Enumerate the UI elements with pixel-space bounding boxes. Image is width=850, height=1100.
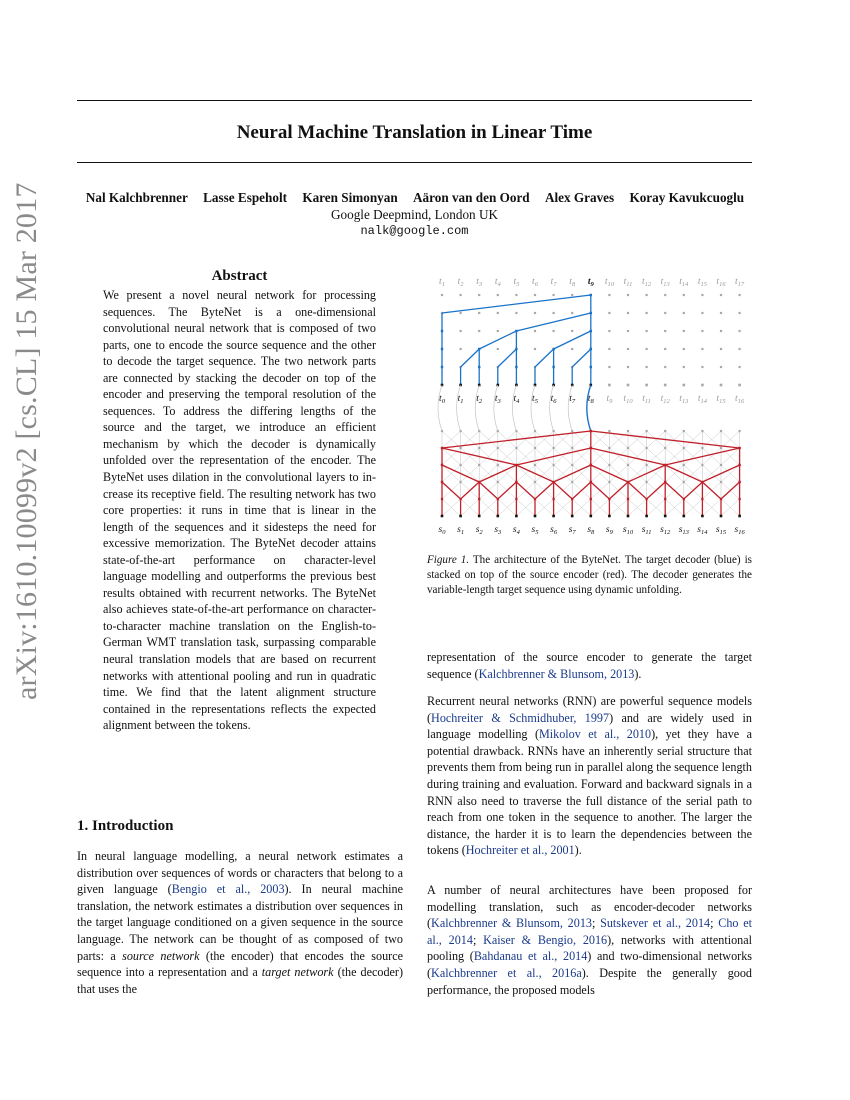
- author-email: nalk@google.com: [360, 224, 469, 238]
- introduction-heading: 1. Introduction: [77, 818, 174, 834]
- text-run: representation of the source encoder to generate the target sequence (: [427, 650, 752, 681]
- svg-text:t16: $t_{16}$: [716, 277, 726, 288]
- svg-text:t11: $t_{11}$: [642, 394, 651, 405]
- text-run: ).: [634, 666, 642, 681]
- svg-text:t7: $t_7$: [550, 277, 557, 288]
- top-rule: [77, 100, 752, 101]
- svg-text:t2: $t_2$: [457, 277, 464, 288]
- svg-text:t9: $t_9$: [587, 277, 594, 288]
- citation-link[interactable]: Kaiser & Bengio, 2016: [483, 932, 608, 947]
- svg-text:s4: $s_4$: [512, 525, 520, 536]
- arxiv-sidebar-stamp: arXiv:1610.10099v2 [cs.CL] 15 Mar 2017: [10, 182, 43, 700]
- svg-text:s16: $s_{16}$: [734, 525, 745, 536]
- svg-text:s8: $s_8$: [587, 525, 595, 536]
- text-run: ;: [472, 932, 484, 947]
- citation-link[interactable]: Bahdanau et al., 2014: [473, 949, 588, 964]
- svg-text:t10: $t_{10}$: [623, 394, 633, 405]
- affiliation: Google Deepmind, London UK: [330, 207, 498, 222]
- author: Karen Simonyan: [302, 190, 398, 205]
- column2-paragraph-3: [427, 882, 752, 998]
- author: Lasse Espeholt: [203, 190, 288, 205]
- svg-text:s1: $s_1$: [457, 525, 465, 536]
- svg-text:t6: $t_6$: [550, 394, 557, 405]
- figure-caption: [427, 553, 752, 598]
- svg-text:t14: $t_{14}$: [679, 277, 689, 288]
- svg-text:s13: $s_{13}$: [678, 525, 689, 536]
- caption-text: The architecture of the ByteNet. The target decoder (blue) is stacked on top of the source encoder (red). The decoder generates the variable-length target sequence using dynamic unfolding.: [427, 554, 752, 596]
- abstract-heading: Abstract: [211, 268, 268, 284]
- svg-text:t15: $t_{15}$: [697, 277, 707, 288]
- citation-link[interactable]: Bengio et al., 2003: [171, 882, 285, 897]
- svg-text:t8: $t_8$: [587, 394, 594, 405]
- emphasis: target network: [261, 965, 334, 980]
- author: Alex Graves: [544, 190, 615, 205]
- svg-text:t9: $t_9$: [606, 394, 613, 405]
- text-run: (the decoder) that uses the: [77, 965, 403, 996]
- svg-text:t13: $t_{13}$: [660, 277, 670, 288]
- svg-text:t17: $t_{17}$: [735, 277, 745, 288]
- text-run: ) and two-dimensional networks (: [427, 949, 752, 980]
- svg-text:t3: $t_3$: [494, 394, 501, 405]
- citation-link[interactable]: Sutskever et al., 2014: [600, 916, 711, 931]
- text-run: ).: [574, 843, 582, 858]
- svg-text:s15: $s_{15}$: [715, 525, 727, 536]
- column2-paragraph-2: [427, 693, 752, 859]
- abstract-text: We present a novel neural network for processing sequences. The ByteNet is a one-dimensional convolutional neural network that is composed of two parts, one to encode the source sequence and the other to decode the target sequence. The two network parts are connected by stacking the decoder on top of the encoder and preserving the temporal resolution of the sequences. To address the differing lengths of the source and the target, we introduce an efficient mechanism by which the decoder is dynamically unfolded over the representation of the encoder. The ByteNet uses dilation in the convolutional layers to increase its receptive field. The resulting network has two core properties: it runs in time that is linear in the length of the sequences and it sidesteps the need for excessive memorization. The ByteNet decoder attains state-of-the-art performance on character-level language modelling and outperforms the previous best results obtained with recurrent networks. The ByteNet also achieves state-of-the-art performance on character-to-character machine translation on the English-to-German WMT translation task, surpassing comparable neural translation models that are based on recurrent networks with attentional pooling and run in quadratic time. We find that the latent alignment structure contained in the representations reflects the expected alignment between the tokens.: [103, 288, 376, 733]
- svg-text:t11: $t_{11}$: [623, 277, 633, 288]
- svg-text:t2: $t_2$: [476, 394, 483, 405]
- text-run: ;: [591, 916, 601, 931]
- svg-text:s9: $s_9$: [605, 525, 613, 536]
- text-run: (the encoder) that encodes the source sequence into a representation and a: [77, 948, 403, 980]
- citation-link[interactable]: Cho et al., 2014: [427, 916, 752, 947]
- bytenet-architecture-figure: [425, 270, 755, 540]
- citation-link[interactable]: Hochreiter & Schmidhuber, 1997: [431, 710, 610, 725]
- citation-link[interactable]: Kalchbrenner & Blunsom, 2013: [431, 916, 592, 931]
- svg-text:s7: $s_7$: [568, 525, 576, 536]
- svg-text:t7: $t_7$: [569, 394, 576, 405]
- svg-text:s6: $s_6$: [550, 525, 558, 536]
- svg-text:t8: $t_8$: [569, 277, 576, 288]
- author: Koray Kavukcuoglu: [629, 190, 745, 205]
- text-run: ) and are widely used in language modelling (: [427, 710, 753, 742]
- author: Nal Kalchbrenner: [85, 190, 188, 205]
- text-run: ). Despite the generally good performance, the proposed models: [427, 965, 752, 997]
- svg-text:s11: $s_{11}$: [641, 525, 652, 536]
- text-run: A number of neural architectures have been proposed for modelling translation, such as encoder-decoder networks (: [427, 883, 752, 931]
- text-run: Recurrent neural networks (RNN) are powerful sequence models (: [427, 694, 752, 725]
- svg-text:s5: $s_5$: [531, 525, 539, 536]
- svg-text:s10: $s_{10}$: [622, 525, 634, 536]
- paper-title: Neural Machine Translation in Linear Time: [236, 122, 593, 143]
- svg-text:t0: $t_0$: [439, 394, 445, 405]
- citation-link[interactable]: Hochreiter et al., 2001: [465, 843, 575, 858]
- text-run: ), networks with attentional pooling (: [427, 932, 752, 964]
- caption-label: Figure 1.: [427, 554, 470, 566]
- svg-text:t14: $t_{14}$: [697, 394, 707, 405]
- citation-link[interactable]: Mikolov et al., 2010: [539, 727, 652, 742]
- author: Aäron van den Oord: [413, 190, 530, 205]
- svg-text:t16: $t_{16}$: [735, 394, 745, 405]
- introduction-paragraph: [77, 848, 403, 997]
- citation-link[interactable]: Kalchbrenner & Blunsom, 2013: [478, 666, 635, 681]
- svg-text:s12: $s_{12}$: [660, 525, 671, 536]
- svg-text:t4: $t_4$: [494, 277, 501, 288]
- architecture-diagram: [425, 270, 755, 540]
- svg-text:t1: $t_1$: [457, 394, 464, 405]
- svg-text:t13: $t_{13}$: [679, 394, 689, 405]
- svg-text:t1: $t_1$: [439, 277, 445, 288]
- svg-text:s3: $s_3$: [494, 525, 502, 536]
- text-run: In neural language modelling, a neural network estimates a distribution over sequences of words or characters that belong to a given language (: [77, 849, 403, 897]
- svg-text:t5: $t_5$: [513, 277, 520, 288]
- svg-text:s0: $s_0$: [438, 525, 446, 536]
- svg-text:t5: $t_5$: [532, 394, 538, 405]
- svg-text:t4: $t_4$: [513, 394, 520, 405]
- title-bottom-rule: [77, 162, 752, 163]
- author-list: [60, 190, 770, 206]
- svg-text:s2: $s_2$: [475, 525, 483, 536]
- svg-text:t12: $t_{12}$: [642, 277, 652, 288]
- svg-text:t10: $t_{10}$: [604, 277, 614, 288]
- svg-text:s14: $s_{14}$: [697, 525, 708, 536]
- text-run: ), yet they have a potential drawback. RNNs have an inherently serial structure that prevents them from being run in parallel along the sequence length during training and evaluation. Forward and backward signals in a RNN also need to traverse the full distance of the serial path to reach from one token in the sequence to another. The larger the distance, the harder it is to learn the dependencies between the tokens (: [427, 727, 752, 858]
- svg-text:t12: $t_{12}$: [660, 394, 670, 405]
- emphasis: source network: [122, 948, 200, 963]
- svg-text:t6: $t_6$: [532, 277, 538, 288]
- text-run: ). In neural machine translation, the network estimates a distribution over sequences in the target language conditioned on a given sequence in the source language. The network can be thought of as composed of two parts: a: [77, 882, 403, 963]
- citation-link[interactable]: Kalchbrenner et al., 2016a: [431, 965, 582, 980]
- column2-paragraph-1: [427, 649, 752, 682]
- text-run: ;: [710, 916, 719, 931]
- svg-text:t15: $t_{15}$: [716, 394, 726, 405]
- svg-text:t3: $t_3$: [476, 277, 483, 288]
